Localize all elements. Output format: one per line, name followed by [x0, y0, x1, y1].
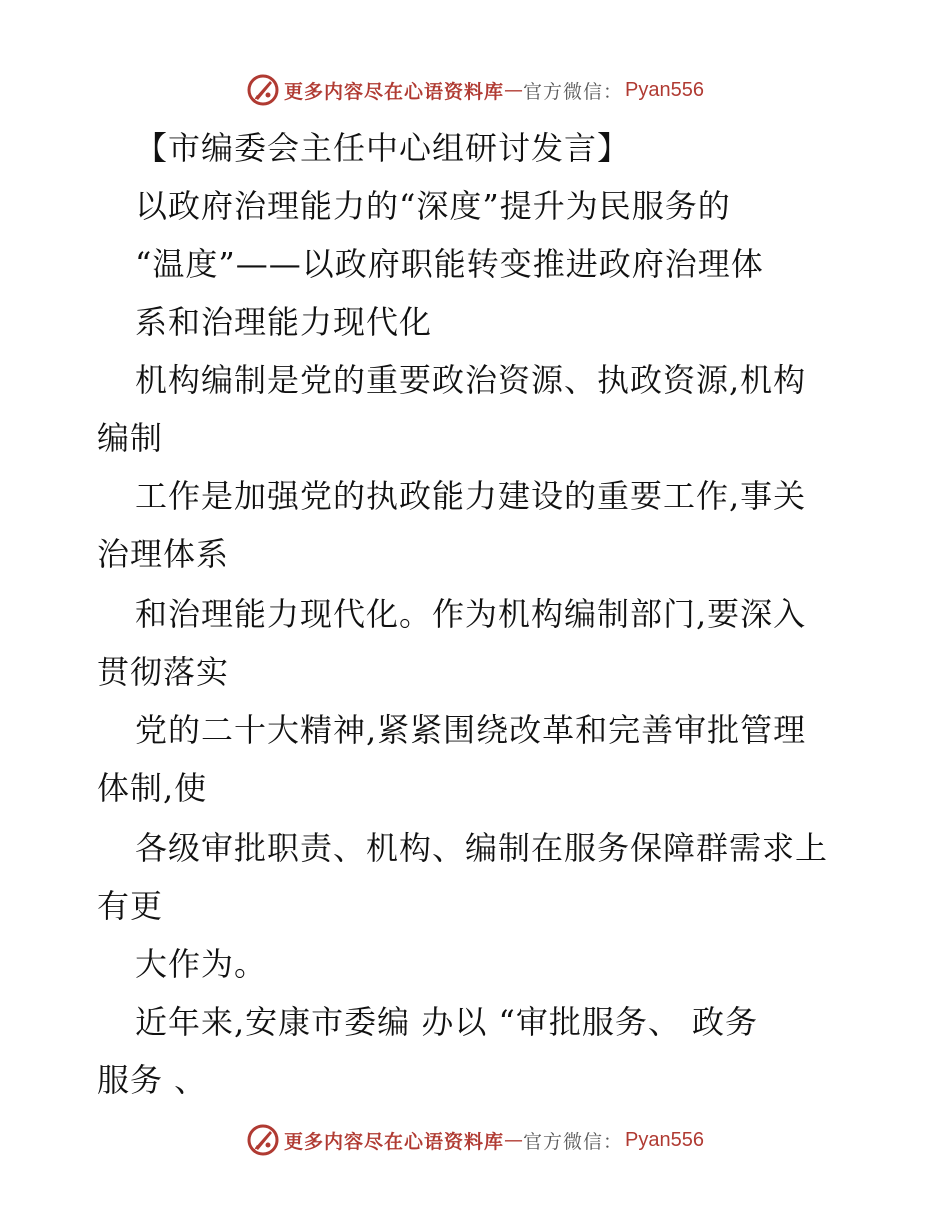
watermark-wechat-id: Pyan556: [625, 1128, 704, 1151]
doc-paragraph-line: 机构编制是党的重要政治资源、执政资源,机构: [135, 361, 807, 399]
doc-paragraph-line: 有更: [97, 887, 164, 925]
watermark-dash: —: [504, 1129, 524, 1151]
doc-heading: 【市编委会主任中心组研讨发言】: [135, 129, 631, 167]
watermark-text-main: 更多内容尽在心语资料库: [284, 1130, 505, 1153]
doc-title-line: 系和治理能力现代化: [135, 303, 433, 341]
watermark-text-main: 更多内容尽在心语资料库: [284, 80, 505, 103]
watermark-dash: —: [504, 79, 524, 101]
doc-title-line: “温度”——以政府职能转变推进政府治理体: [135, 245, 764, 283]
doc-title-line: 以政府治理能力的“深度”提升为民服务的: [135, 187, 731, 225]
watermark-wechat-label: 官方微信：: [523, 1130, 624, 1153]
doc-paragraph-line: 和治理能力现代化。作为机构编制部门,要深入: [135, 595, 807, 633]
doc-paragraph-line: 党的二十大精神,紧紧围绕改革和完善审批管理: [135, 711, 807, 749]
quill-pen-logo-icon: [246, 1123, 280, 1157]
watermark-wechat-label: 官方微信：: [523, 80, 624, 103]
watermark-banner-top: [0, 70, 950, 110]
doc-paragraph-line: 体制,使: [97, 769, 208, 807]
doc-paragraph-line: 编制: [97, 419, 164, 457]
doc-paragraph-line: 贯彻落实: [97, 653, 230, 691]
doc-paragraph-line: 工作是加强党的执政能力建设的重要工作,事关: [135, 477, 807, 515]
doc-paragraph-line: 近年来,安康市委编 办以 “审批服务、 政务: [135, 1003, 759, 1041]
quill-pen-logo-icon: [246, 73, 280, 107]
doc-paragraph-line: 各级审批职责、机构、编制在服务保障群需求上: [135, 829, 829, 867]
doc-paragraph-line: 大作为。: [135, 945, 268, 983]
watermark-banner-bottom: [0, 1120, 950, 1160]
doc-paragraph-line: 服务 、: [97, 1061, 208, 1099]
watermark-wechat-id: Pyan556: [625, 78, 704, 101]
doc-paragraph-line: 治理体系: [97, 535, 230, 573]
